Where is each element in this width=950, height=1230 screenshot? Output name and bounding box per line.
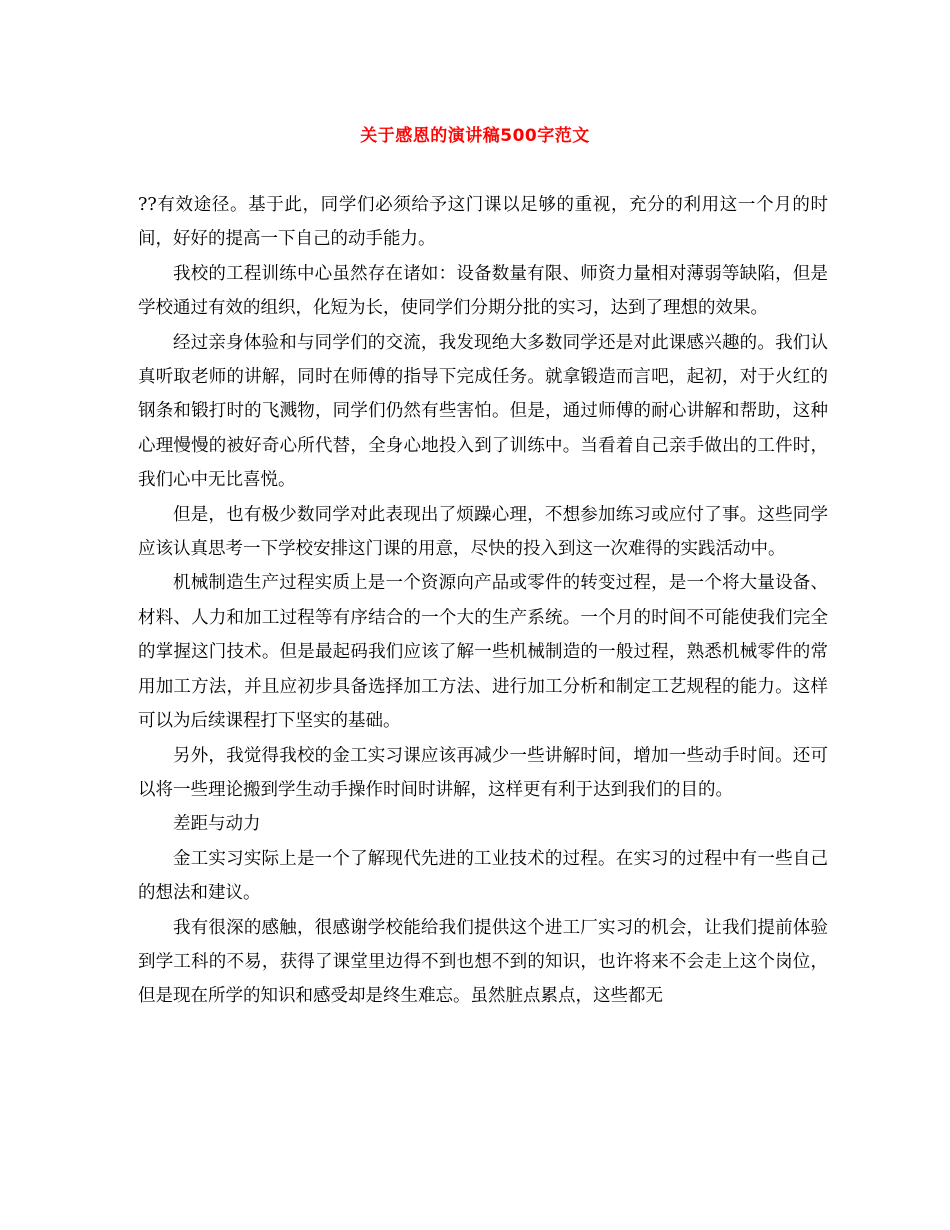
section-heading: 差距与动力 [173, 814, 261, 835]
paragraph: 经过亲身体验和与同学们的交流，我发现绝大多数同学还是对此课感兴趣的。我们认真听取老师的讲解，同时在师傅的指导下完成任务。就拿锻造而言吧，起初，对于火红的钢条和锻打时的飞溅物，同学们仍然有些害怕。但是，通过师傅的耐心讲解和帮助，这种心理慢慢的被好奇心所代替，全身心地投入到了训练中。当看着自己亲手做出的工件时，我们心中无比喜悦。 [138, 332, 828, 491]
document-body [138, 188, 828, 1014]
paragraph: 机械制造生产过程实质上是一个资源向产品或零件的转变过程，是一个将大量设备、材料、人力和加工过程等有序结合的一个大的生产系统。一个月的时间不可能使我们完全的掌握这门技术。但是最起码我们应该了解一些机械制造的一般过程，熟悉机械零件的常用加工方法，并且应初步具备选择加工方法、进行加工分析和制定工艺规程的能力。这样可以为后续课程打下坚实的基础。 [138, 573, 828, 732]
document-title: 关于感恩的演讲稿500字范文 [360, 126, 590, 146]
paragraph: 我校的工程训练中心虽然存在诸如：设备数量有限、师资力量相对薄弱等缺陷，但是学校通过有效的组织，化短为长，使同学们分期分批的实习，达到了理想的效果。 [138, 263, 828, 319]
paragraph: 但是，也有极少数同学对此表现出了烦躁心理，不想参加练习或应付了事。这些同学应该认真思考一下学校安排这门课的用意，尽快的投入到这一次难得的实践活动中。 [138, 504, 828, 560]
paragraph: 另外，我觉得我校的金工实习课应该再减少一些讲解时间，增加一些动手时间。还可以将一些理论搬到学生动手操作时间时讲解，这样更有利于达到我们的目的。 [138, 745, 828, 800]
paragraph: ??有效途径。基于此，同学们必须给予这门课以足够的重视，充分的利用这一个月的时间，好好的提高一下自己的动手能力。 [138, 195, 828, 250]
paragraph: 我有很深的感触，很感谢学校能给我们提供这个进工厂实习的机会，让我们提前体验到学工科的不易，获得了课堂里边得不到也想不到的知识，也许将来不会走上这个岗位，但是现在所学的知识和感受却是终生难忘。虽然脏点累点，这些都无 [138, 917, 828, 1007]
paragraph: 金工实习实际上是一个了解现代先进的工业技术的过程。在实习的过程中有一些自己的想法和建议。 [138, 848, 828, 904]
